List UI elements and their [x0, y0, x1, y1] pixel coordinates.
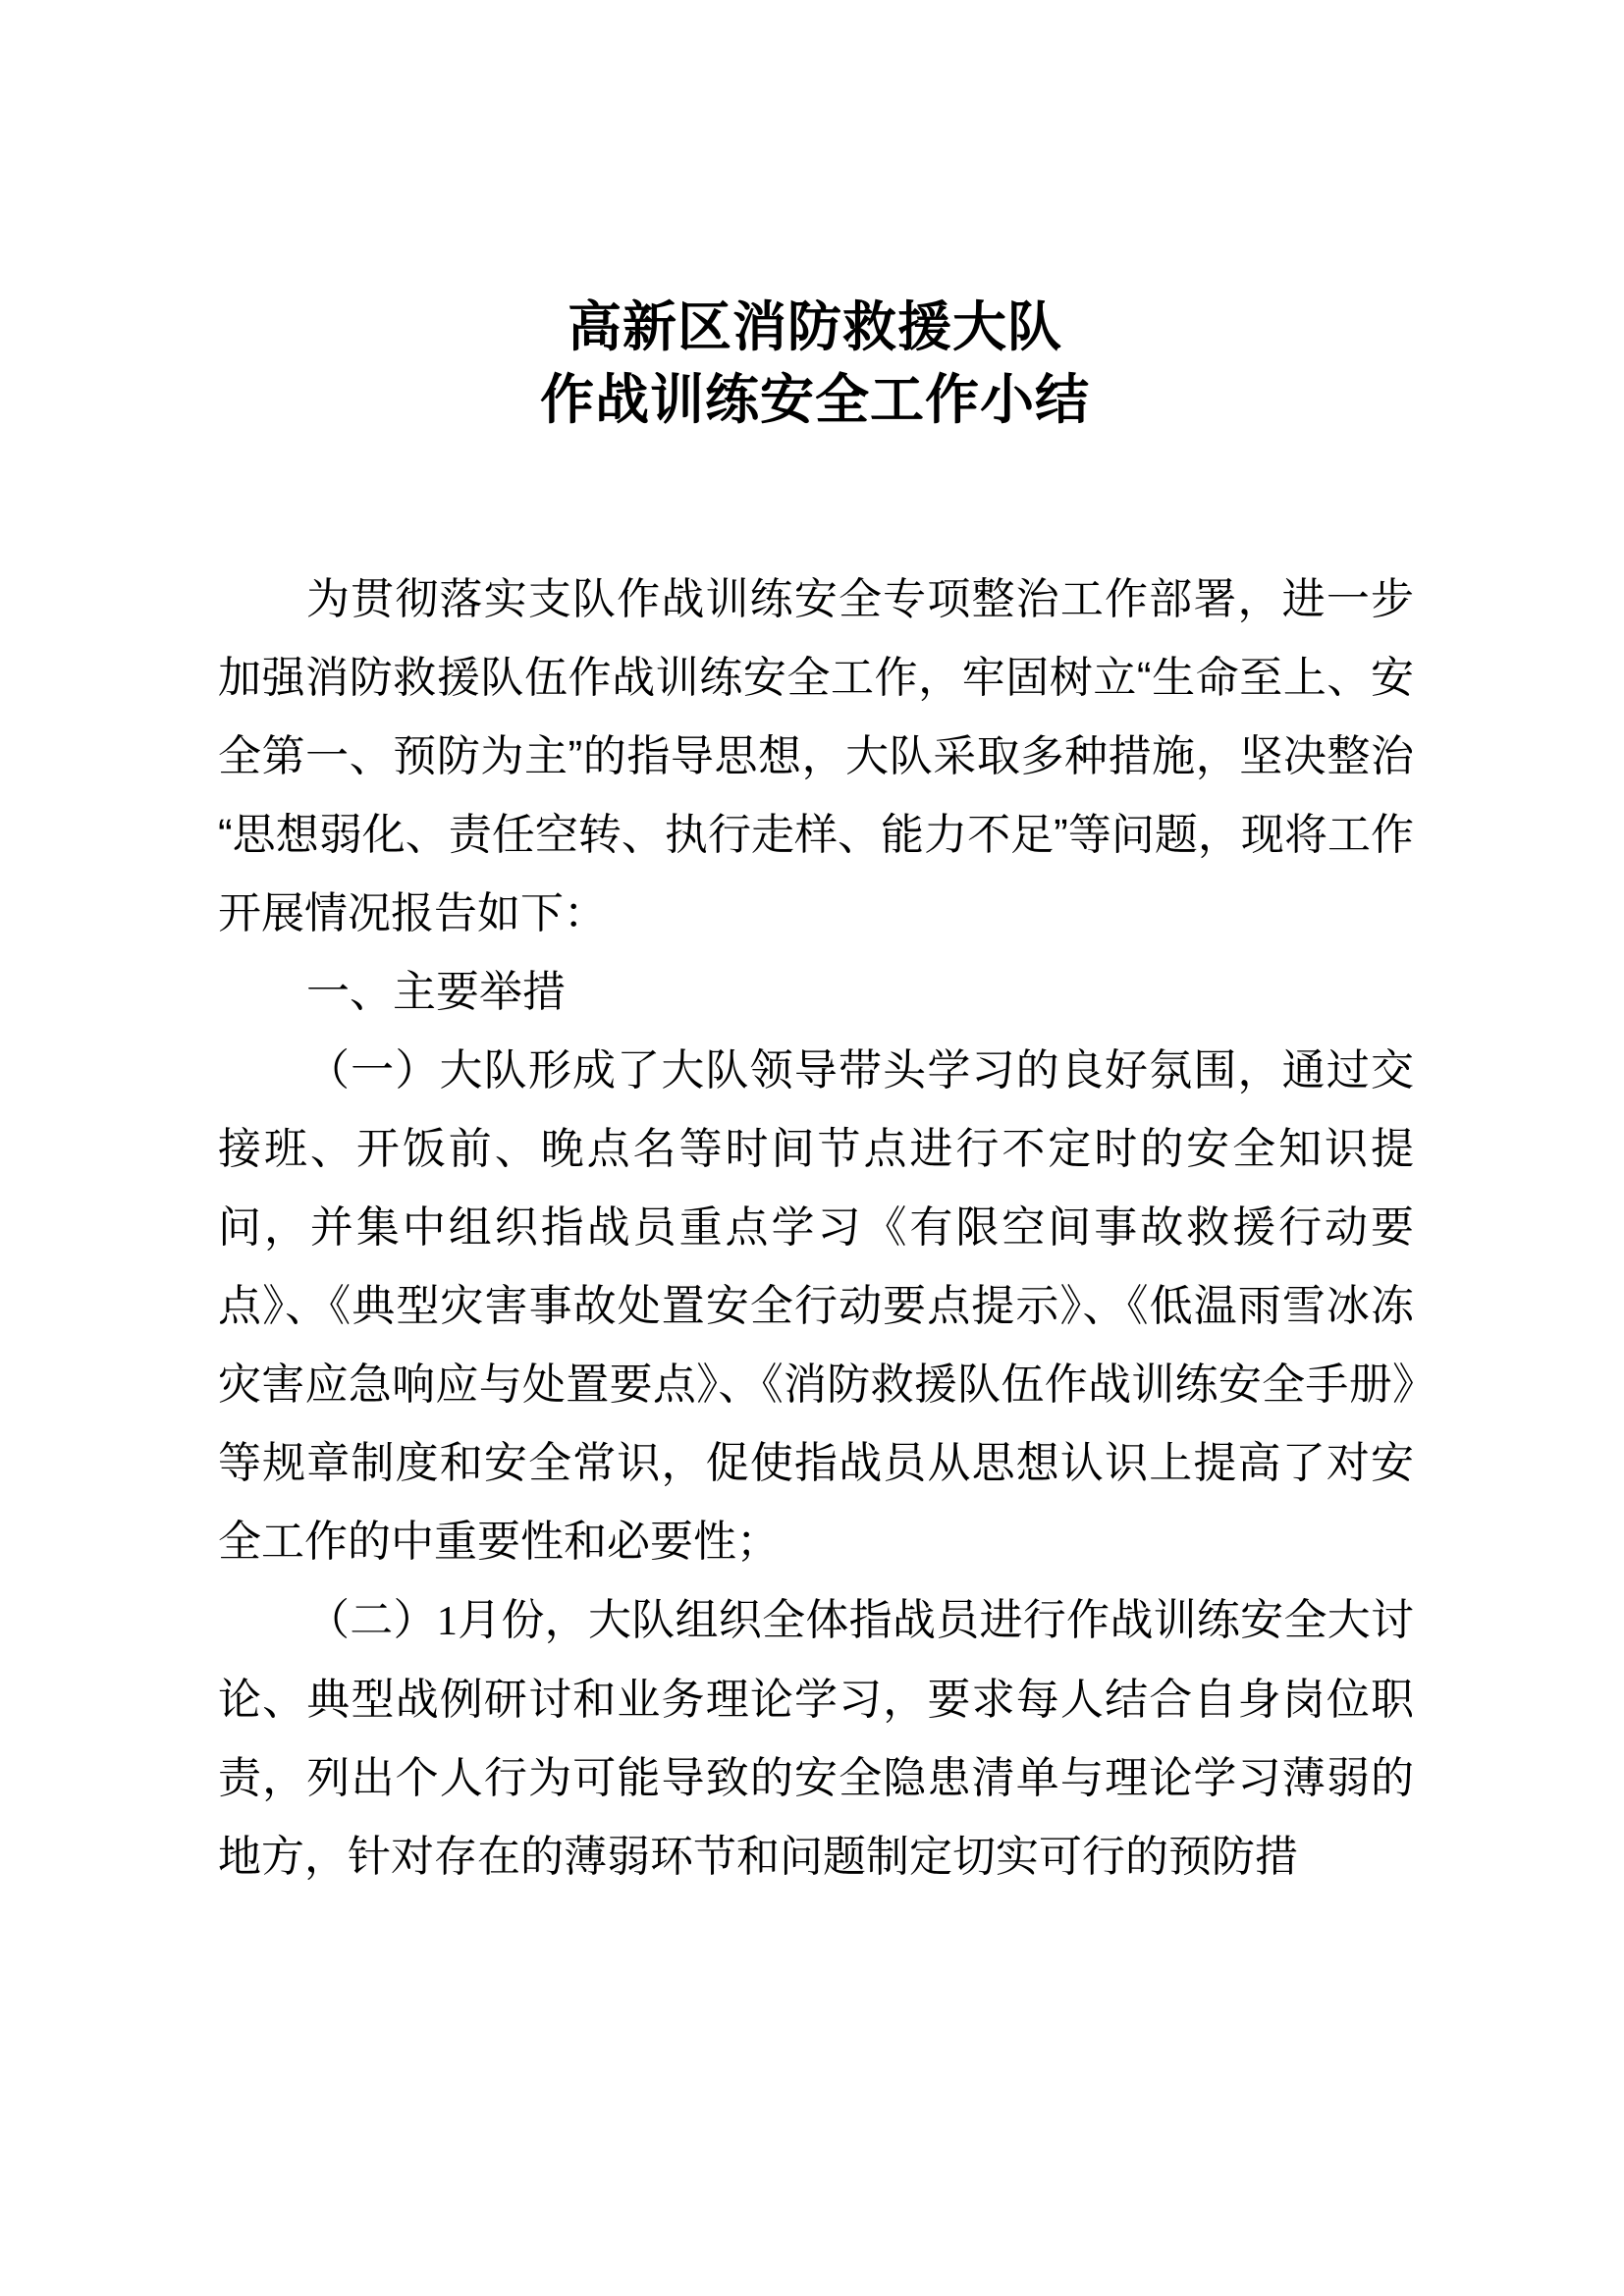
document-title-line-1: 高新区消防救援大队 [567, 296, 1062, 357]
document-body [218, 561, 1414, 1896]
document-title-line-2: 作战训练安全工作小结 [539, 369, 1090, 430]
paragraph-item-one: （一）大队形成了大队领导带头学习的良好氛围，通过交接班、开饭前、晚点名等时间节点进行不定时的安全知识提问，并集中组织指战员重点学习《有限空间事故救援行动要点》、《典型灾害事故处置安全行动要点提示》、《低温雨雪冰冻灾害应急响应与处置要点》、《消防救援队伍作战训练安全手册》等规章制度和安全常识，促使指战员从思想认识上提高了对安全工作的中重要性和必要性； [218, 1046, 1414, 1566]
document-title [218, 291, 1412, 436]
paragraph-item-two: （二）1月份，大队组织全体指战员进行作战训练安全大讨论、典型战例研讨和业务理论学习，要求每人结合自身岗位职责，列出个人行为可能导致的安全隐患清单与理论学习薄弱的地方，针对存在的薄弱环节和问题制定切实可行的预防措 [218, 1596, 1415, 1881]
paragraph-intro: 为贯彻落实支队作战训练安全专项整治工作部署，进一步加强消防救援队伍作战训练安全工作，牢固树立“生命至上、安全第一、预防为主”的指导思想，大队采取多种措施，坚决整治“思想弱化、责任空转、执行走样、能力不足”等问题，现将工作开展情况报告如下： [218, 575, 1414, 937]
section-heading-main-measures: 一、主要举措 [306, 968, 566, 1016]
inline-number: 1 [436, 1599, 458, 1644]
